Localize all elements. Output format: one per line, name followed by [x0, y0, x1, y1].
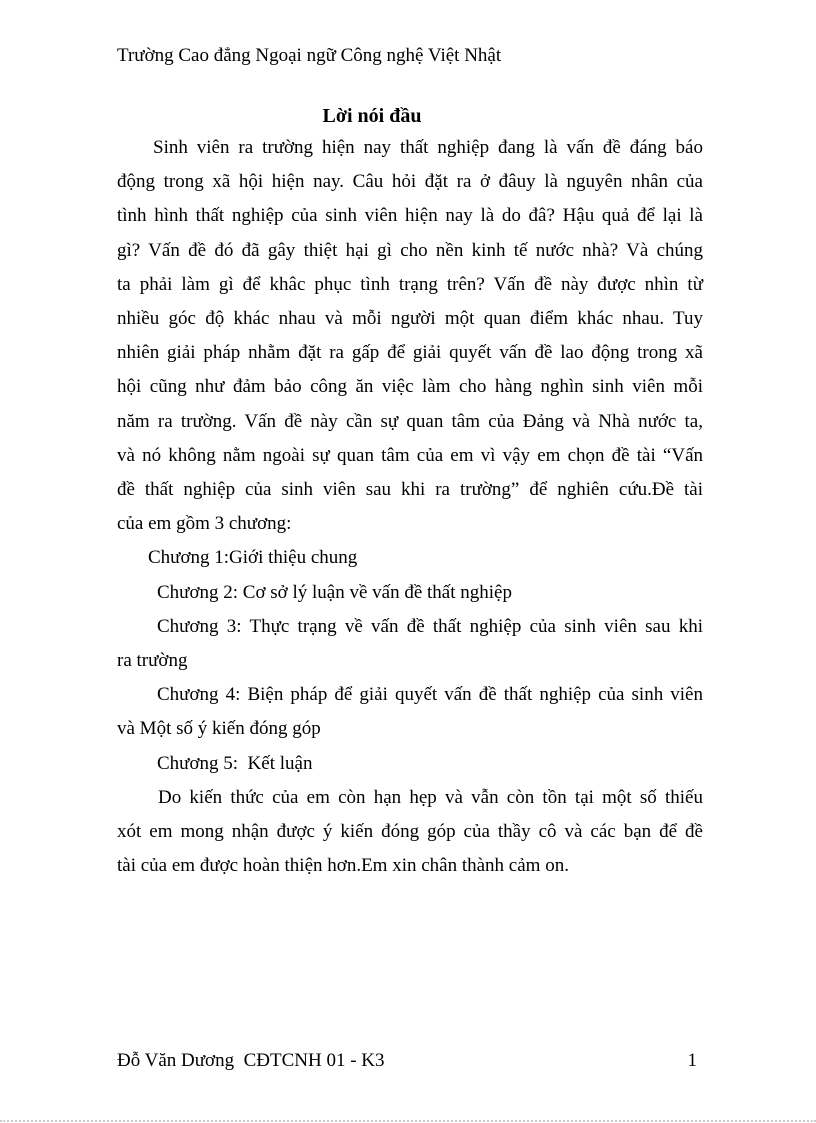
- body-line: nhiều góc độ khác nhau và mỗi người một quan điểm khác nhau. Tuy: [117, 308, 703, 330]
- body-line: tình hình thất nghiệp của sinh viên hiện nay là do đâ? Hậu quả để lại là: [117, 205, 703, 227]
- body-line: Chương 3: Thực trạng về vấn đề thất nghiệp của sinh viên sau khi: [157, 615, 703, 637]
- body-line: động trong xã hội hiện nay. Câu hỏi đặt ra ở đâuy là nguyên nhân của: [117, 171, 703, 193]
- body-line: Chương 5: Kết luận: [157, 752, 313, 774]
- body-line: Chương 1:Giới thiệu chung: [148, 547, 358, 569]
- header-school-name: Trường Cao đẳng Ngoại ngữ Công nghệ Việt Nhật: [117, 45, 502, 66]
- page-break-dotted-line: [0, 1120, 816, 1122]
- body-line: ra trường: [117, 650, 188, 672]
- page-title: Lời nói đầu: [322, 105, 422, 127]
- body-line: gì? Vấn đề đó đã gây thiệt hại gì cho nền kinh tế nước nhà? Và chúng: [117, 239, 703, 261]
- body-line: của em gồm 3 chương:: [117, 513, 292, 535]
- page-footer: [117, 1049, 703, 1073]
- body-line: Chương 2: Cơ sở lý luận về vấn đề thất nghiệp: [157, 581, 512, 603]
- body-line: Sinh viên ra trường hiện nay thất nghiệp đang là vấn đề đáng báo: [153, 137, 703, 158]
- body-line: và nó không nằm ngoài sự quan tâm của em vì vậy em chọn đề tài “Vấn: [117, 444, 703, 466]
- body-line: năm ra trường. Vấn đề này cần sự quan tâm của Đảng và Nhà nước ta,: [117, 410, 703, 432]
- body-line: xót em mong nhận được ý kiến đóng góp của thầy cô và các bạn để đề: [117, 821, 703, 843]
- footer-page-number: 1: [687, 1050, 697, 1071]
- footer-author: Đỗ Văn Dương CĐTCNH 01 - K3: [117, 1050, 385, 1071]
- body-line: và Một số ý kiến đóng góp: [117, 718, 321, 740]
- document-body: [117, 131, 703, 883]
- body-line: Chương 4: Biện pháp để giải quyết vấn đề thất nghiệp của sinh viên: [157, 684, 703, 706]
- body-line: ta phải làm gì để khâc phục tình trạng trên? Vấn đề này được nhìn từ: [117, 273, 703, 295]
- body-line: nhiên giải pháp nhằm đặt ra gấp để giải quyết vấn đề lao động trong xã: [117, 342, 703, 364]
- body-line: Do kiến thức của em còn hạn hẹp và vẫn còn tồn tại một số thiếu: [158, 786, 703, 808]
- body-line: hội cũng như đảm bảo công ăn việc làm cho hàng nghìn sinh viên mỗi: [117, 376, 703, 398]
- body-line: tài của em được hoàn thiện hơn.Em xin chân thành cảm on.: [117, 855, 569, 877]
- body-line: đề thất nghiệp của sinh viên sau khi ra trường” để nghiên cứu.Đề tài: [117, 479, 703, 501]
